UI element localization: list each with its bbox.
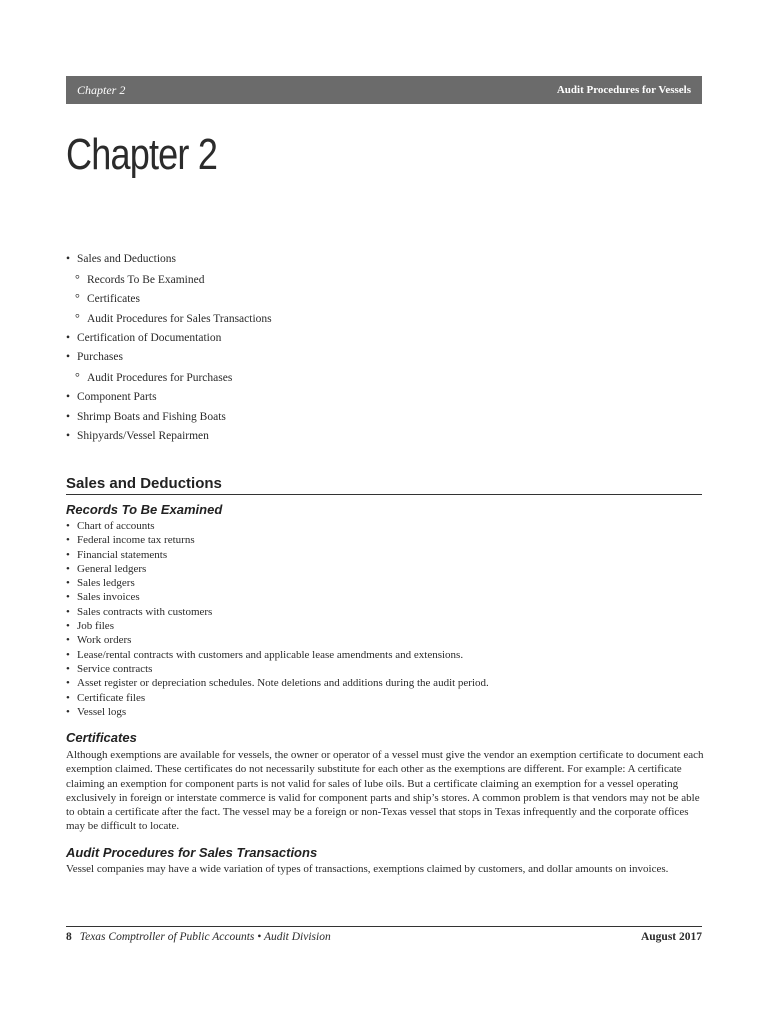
records-list-item: • Work orders [66, 633, 706, 647]
chapter-title: Chapter 2 [66, 130, 218, 179]
page-footer [66, 931, 702, 943]
records-list-item: • Certificate files [66, 691, 706, 705]
toc-item: • Certification of Documentation [66, 329, 706, 349]
section-heading-sales-deductions: Sales and Deductions [66, 475, 702, 495]
toc-item: • Component Parts [66, 388, 706, 408]
records-list-item: • General ledgers [66, 562, 706, 576]
toc-item: • Shipyards/Vessel Repairmen [66, 427, 706, 447]
footer-date: August 2017 [640, 931, 702, 943]
certificates-paragraph: Although exemptions are available for vessels, the owner or operator of a vessel must give the vendor an exemption certificate to document each exemption claimed. These certificates do not necessarily substitute for each other as the exemptions are different. For example: A certificate claiming an exemption for component parts is not valid for sales of lube oils. But a certificate claiming an exemption for a vessel operating exclusively in foreign or interstate commerce is valid for component parts and ship’s stores. A common problem is that vendors may not be able to obtain a certificate after the fact. The vessel may be a foreign or non-Texas vessel that stops in Texas infrequently and the corporate offices may be difficult to locate. [66, 749, 704, 833]
records-list-item: • Service contracts [66, 662, 706, 676]
toc-item: ° Audit Procedures for Sales Transactions [66, 309, 706, 329]
records-list-item: • Lease/rental contracts with customers and applicable lease amendments and extensions. [66, 648, 706, 662]
audit-procedures-paragraph: Vessel companies may have a wide variation of types of transactions, exemptions claimed by customers, and dollar amounts on invoices. [66, 863, 669, 875]
footer-publisher: Texas Comptroller of Public Accounts • Audit Division [79, 931, 331, 943]
records-list-item: • Vessel logs [66, 705, 706, 719]
header-chapter-label: Chapter 2 [77, 82, 126, 97]
header-section-label: Audit Procedures for Vessels [556, 84, 691, 96]
records-list-item: • Financial statements [66, 548, 706, 562]
footer-left [66, 931, 331, 943]
records-list [66, 519, 706, 719]
toc-item: ° Records To Be Examined [66, 270, 706, 290]
records-list-item: • Job files [66, 619, 706, 633]
toc-item: • Purchases [66, 348, 706, 368]
toc-item: • Shrimp Boats and Fishing Boats [66, 408, 706, 428]
records-list-item: • Federal income tax returns [66, 533, 706, 547]
records-list-item: • Sales invoices [66, 590, 706, 604]
records-list-item: • Asset register or depreciation schedules. Note deletions and additions during the audit period. [66, 676, 706, 690]
toc-item: ° Audit Procedures for Purchases [66, 368, 706, 388]
subheading-audit-procedures: Audit Procedures for Sales Transactions [66, 845, 318, 860]
records-list-item: • Chart of accounts [66, 519, 706, 533]
subheading-certificates: Certificates [66, 730, 137, 745]
records-list-item: • Sales contracts with customers [66, 605, 706, 619]
page-number: 8 [66, 931, 72, 943]
chapter-contents-list [66, 250, 706, 447]
running-header [66, 76, 702, 104]
toc-item: ° Certificates [66, 289, 706, 309]
footer-divider [66, 926, 702, 927]
subheading-records: Records To Be Examined [66, 502, 223, 517]
records-list-item: • Sales ledgers [66, 576, 706, 590]
toc-item: • Sales and Deductions [66, 250, 706, 270]
